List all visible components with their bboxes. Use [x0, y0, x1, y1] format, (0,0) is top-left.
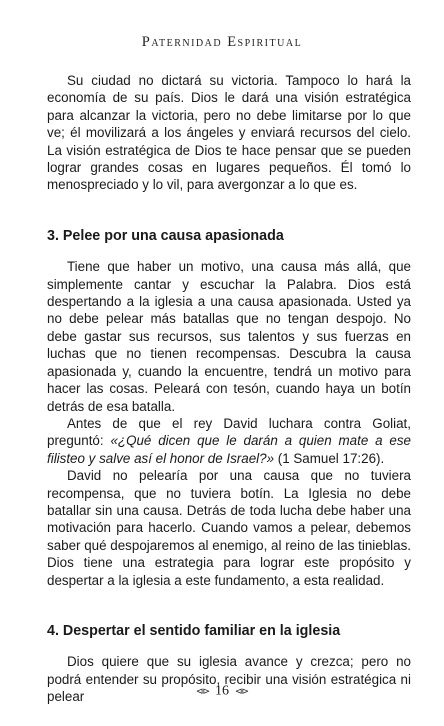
section-heading-3: 3. Pelee por una causa apasionada	[47, 227, 284, 244]
paragraph-3-intro: Antes de que el rey David luchara contra Goliat, preguntó:	[47, 415, 411, 449]
section-heading-4: 4. Despertar el sentido familiar en la iglesia	[47, 622, 341, 639]
page-number: 16	[215, 683, 229, 699]
paragraph-1: Su ciudad no dictará su victoria. Tampoco lo hará la economía de su país. Dios le dará una visión estratégica para alcanzar la victoria, pero no debe limitarse por lo que ve; él movilizará a los ángeles y enviará recursos del cielo. La visión estratégica de Dios te hace pensar que se pueden lograr grandes cosas en lugares pequeños. Él tomó lo menospreciado y lo vil, para avergonzar a lo que es.	[47, 73, 411, 193]
bible-quote: «¿Qué dicen que le darán a quien mate a ese filisteo y salve así el honor de Israel?»	[47, 433, 411, 466]
ornament-right-icon: ⊲⊳	[235, 686, 249, 697]
paragraph-3	[47, 415, 411, 467]
paragraph-2: Tiene que haber un motivo, una causa más allá, que simplemente cantar y escuchar la Palabra. Dios está despertando a la iglesia a una causa apasionada. Usted ya no debe pelear más batallas que no tengan despojo. No debe gastar sus recursos, sus talentos y sus fuerzas en luchas que no tienen recompensas. Descubra la causa apasionada y, cuando la encuentre, tendrá un motivo para hacer las cosas. Peleará con tesón, cuando haya un botín detrás de esa batalla.	[47, 259, 411, 414]
ornament-left-icon: ⊲⊳	[195, 686, 209, 697]
paragraph-5: Dios quiere que su iglesia avance y crezca; pero no podrá entender su propósito, recibir una visión estratégica ni pelear	[47, 654, 411, 705]
bible-reference: (1 Samuel 17:26).	[274, 450, 385, 466]
running-head: Paternidad Espiritual	[141, 34, 303, 50]
page-body	[47, 72, 411, 706]
page-footer	[0, 683, 444, 700]
paragraph-4: David no pelearía por una causa que no tuviera recompensa, que no tuviera botín. La Iglesia no debe batallar sin una causa. Detrás de toda lucha debe haber una motivación para hacerlo. Cuando vamos a pelear, debemos saber qué despojaremos al enemigo, al reino de las tinieblas. Dios tiene una estrategia para lograr este propósito y despertar a la iglesia a este fundamento, a esta realidad.	[47, 468, 411, 588]
